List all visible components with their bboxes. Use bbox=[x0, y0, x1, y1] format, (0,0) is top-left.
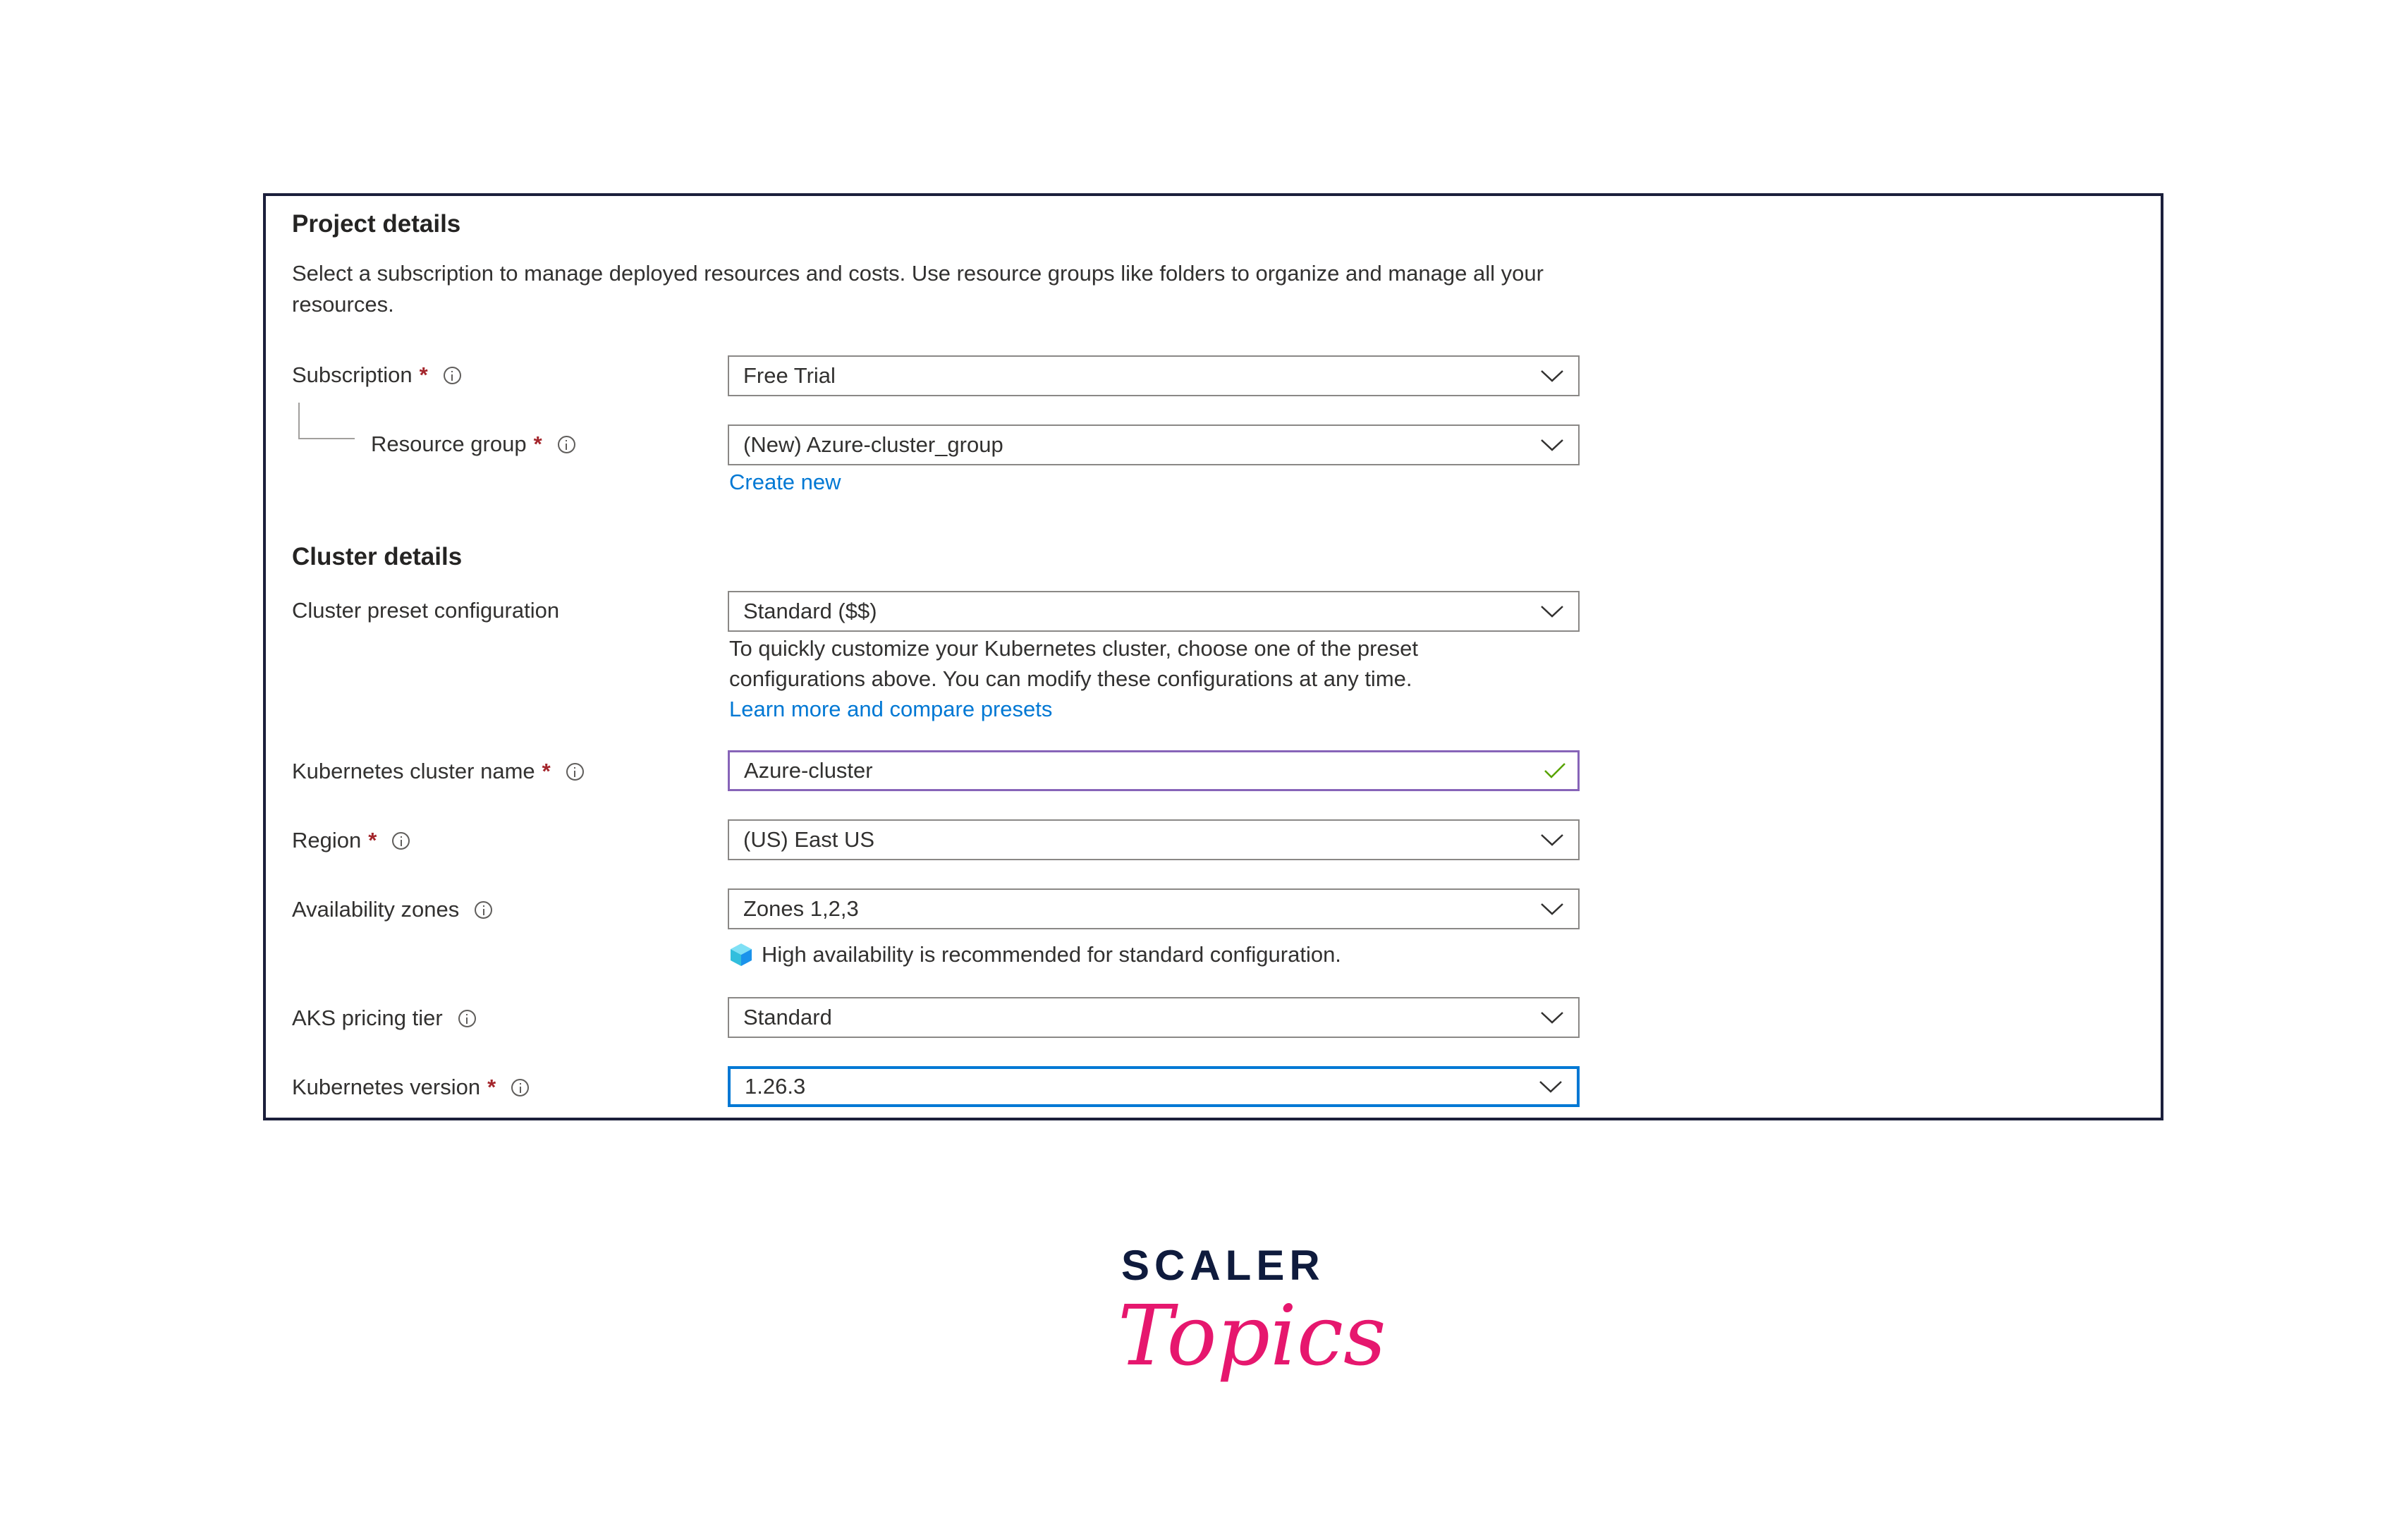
required-marker: * bbox=[487, 1075, 496, 1099]
cluster-name-label-text: Kubernetes cluster name bbox=[292, 759, 535, 783]
chevron-down-icon bbox=[1540, 833, 1564, 846]
create-new-link[interactable]: Create new bbox=[729, 470, 841, 494]
required-marker: * bbox=[419, 362, 428, 387]
pricing-value: Standard bbox=[743, 1005, 832, 1029]
region-label bbox=[292, 828, 410, 853]
chevron-down-icon bbox=[1540, 903, 1564, 915]
logo-script-text: Topics bbox=[1118, 1287, 1386, 1384]
version-label bbox=[292, 1075, 529, 1100]
pricing-label-text: AKS pricing tier bbox=[292, 1006, 443, 1030]
cluster-name-input[interactable] bbox=[728, 750, 1580, 791]
project-details-description: Select a subscription to manage deployed resources and costs. Use resource groups like folders to organize and manage all your resources. bbox=[292, 261, 1544, 317]
preset-label bbox=[292, 598, 559, 623]
info-icon[interactable] bbox=[392, 832, 410, 850]
chevron-down-icon bbox=[1540, 1011, 1564, 1024]
required-marker: * bbox=[542, 759, 551, 783]
cluster-name-value: Azure-cluster bbox=[744, 758, 873, 783]
region-dropdown[interactable] bbox=[728, 819, 1580, 860]
region-value: (US) East US bbox=[743, 827, 875, 852]
tree-connector bbox=[298, 403, 300, 439]
resource-group-value: (New) Azure-cluster_group bbox=[743, 432, 1003, 457]
info-icon[interactable] bbox=[558, 436, 575, 453]
chevron-down-icon bbox=[1540, 439, 1564, 451]
chevron-down-icon bbox=[1539, 1080, 1563, 1093]
preset-value: Standard ($$) bbox=[743, 599, 877, 623]
checkmark-icon bbox=[1544, 762, 1566, 779]
info-icon[interactable] bbox=[475, 901, 492, 919]
zones-label-text: Availability zones bbox=[292, 897, 460, 922]
info-icon[interactable] bbox=[458, 1010, 476, 1027]
pricing-dropdown[interactable] bbox=[728, 997, 1580, 1038]
preset-label-text: Cluster preset configuration bbox=[292, 598, 560, 623]
tree-connector-horizontal bbox=[298, 438, 355, 439]
version-dropdown[interactable] bbox=[728, 1066, 1580, 1107]
preset-dropdown[interactable] bbox=[728, 591, 1580, 632]
logo-wordmark: SCALER bbox=[1121, 1242, 1325, 1289]
info-icon[interactable] bbox=[511, 1079, 529, 1096]
required-marker: * bbox=[368, 828, 377, 853]
zones-label bbox=[292, 897, 492, 922]
preset-help-line2: configurations above. You can modify these configurations at any time. bbox=[729, 666, 1412, 691]
zones-note bbox=[729, 939, 1341, 970]
learn-more-presets-link[interactable]: Learn more and compare presets bbox=[729, 697, 1053, 721]
zones-note-text: High availability is recommended for standard configuration. bbox=[762, 942, 1341, 967]
logo-script bbox=[1111, 1280, 1386, 1421]
info-icon[interactable] bbox=[444, 367, 461, 384]
subscription-label bbox=[292, 362, 461, 388]
resource-group-label-text: Resource group bbox=[371, 432, 527, 456]
resource-group-label bbox=[371, 432, 575, 457]
project-details-heading: Project details bbox=[292, 210, 461, 238]
version-value: 1.26.3 bbox=[745, 1074, 806, 1099]
zones-value: Zones 1,2,3 bbox=[743, 896, 859, 921]
cluster-name-label bbox=[292, 759, 584, 784]
preset-help-line1: To quickly customize your Kubernetes cluster, choose one of the preset bbox=[729, 636, 1419, 661]
cube-icon bbox=[729, 942, 753, 967]
zones-dropdown[interactable] bbox=[728, 888, 1580, 929]
subscription-dropdown[interactable] bbox=[728, 355, 1580, 396]
pricing-label bbox=[292, 1006, 476, 1031]
region-label-text: Region bbox=[292, 828, 362, 853]
info-icon[interactable] bbox=[566, 763, 584, 781]
chevron-down-icon bbox=[1540, 369, 1564, 382]
subscription-value: Free Trial bbox=[743, 363, 836, 388]
cluster-details-heading: Cluster details bbox=[292, 543, 463, 570]
version-label-text: Kubernetes version bbox=[292, 1075, 481, 1099]
subscription-label-text: Subscription bbox=[292, 362, 413, 387]
resource-group-dropdown[interactable] bbox=[728, 424, 1580, 465]
chevron-down-icon bbox=[1540, 605, 1564, 618]
required-marker: * bbox=[533, 432, 542, 456]
